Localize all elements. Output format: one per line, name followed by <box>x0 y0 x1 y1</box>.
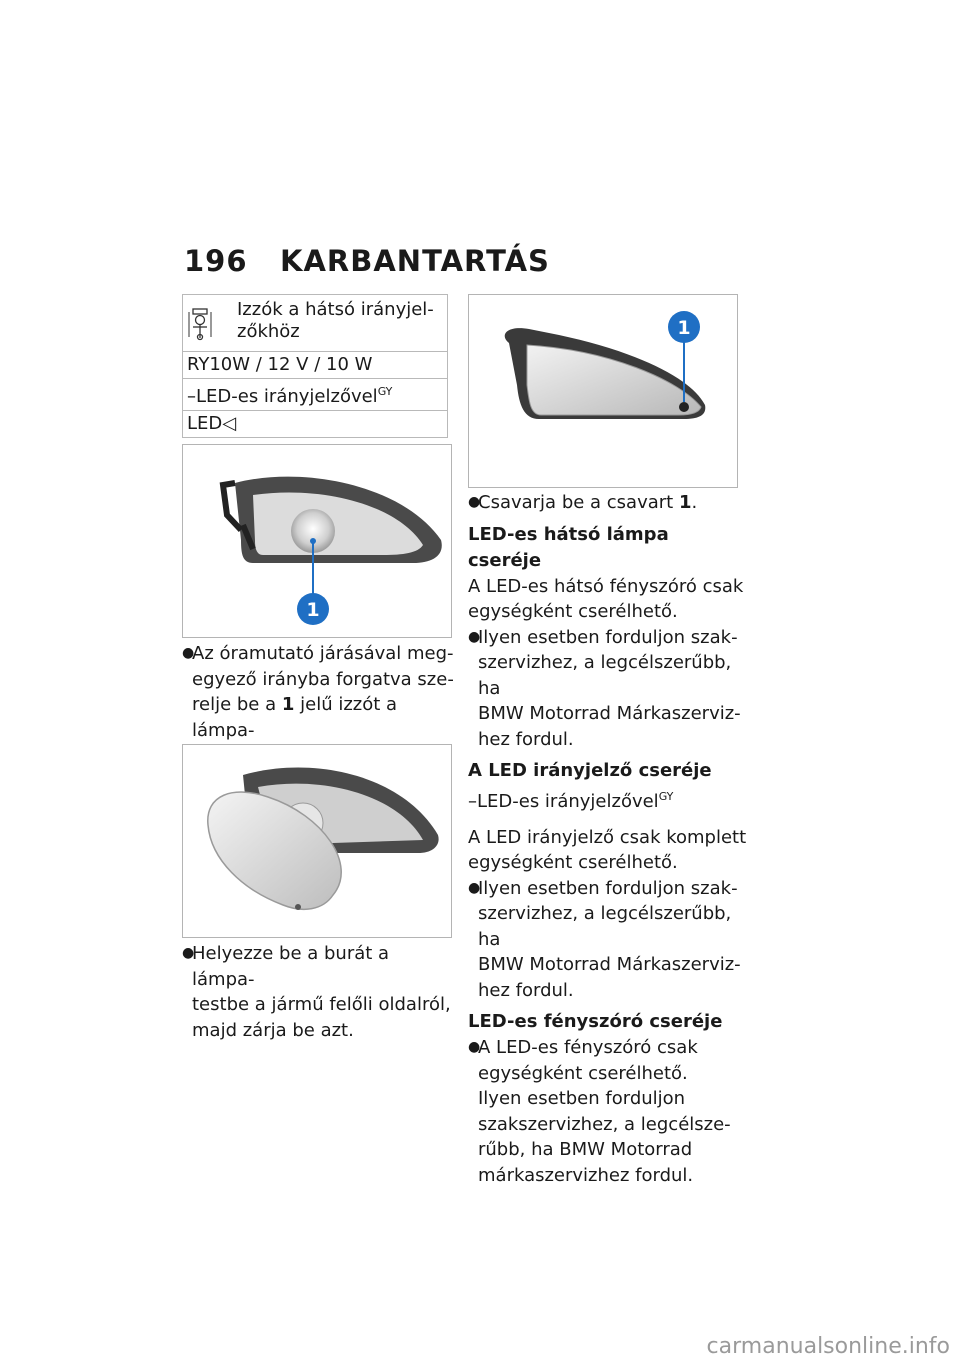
bullet-icon: ● <box>468 494 481 510</box>
spec-title: Izzók a hátsó irányjel- zőkhöz <box>237 299 434 342</box>
photo-lens-fit <box>182 744 452 938</box>
right-text-column <box>468 490 748 1188</box>
bullet-icon: ● <box>468 628 481 645</box>
watermark: carmanualsonline.info <box>706 1334 950 1359</box>
bullet-icon: ● <box>182 945 195 961</box>
paragraph: A LED irányjelző csak komplett egységként cserélhető. <box>468 826 747 873</box>
callout-1-left: 1 <box>306 599 320 621</box>
list-item: ● A LED-es fényszóró csak egységként cserélhető. Ilyen esetben forduljon szakszervizhez, a legcélsze- rűbb, ha BMW Motorrad márkaszervizhez fordul. <box>468 1035 748 1188</box>
page-header <box>184 244 550 278</box>
spec-row-led: LED◁ <box>183 411 448 438</box>
list-item: ● Ilyen esetben forduljon szak- szervizhez, a legcélszerűbb, ha BMW Motorrad Márkaszerviz- hez fordul. <box>468 876 748 1004</box>
page-number: 196 <box>184 244 248 278</box>
bullet-icon: ● <box>182 645 195 661</box>
list-item: ● Az óramutató járásával meg- egyező irányba forgatva sze- relje be a 1 jelű izzót a lámpa- <box>182 641 457 769</box>
photo-screw <box>468 294 738 488</box>
bulb-spec-table <box>182 294 448 438</box>
heading-led-rear-light: LED-es hátsó lámpa cseréje <box>468 523 669 571</box>
bulb-icon <box>187 299 237 347</box>
callout-1-right: 1 <box>677 317 691 339</box>
bullet-icon: ● <box>468 1039 481 1055</box>
list-item: ● Csavarja be a csavart 1. <box>468 490 748 516</box>
heading-led-turn-signal: A LED irányjelző cseréje <box>468 760 712 781</box>
heading-led-headlight: LED-es fényszóró cseréje <box>468 1011 723 1032</box>
note-led-turn: –LED-es irányjelzővel$^{GY}$ <box>468 790 674 812</box>
spec-row-led-turn: –LED-es irányjelzővel$^{GY}$ <box>183 379 448 411</box>
bullet-icon: ● <box>468 879 481 896</box>
spec-title-cell <box>183 295 448 352</box>
spec-value: RY10W / 12 V / 10 W <box>183 352 448 379</box>
list-item: ● Helyezze be a burát a lámpa- testbe a jármű felőli oldalról, majd zárja be azt. <box>182 941 457 1043</box>
paragraph: A LED-es hátsó fényszóró csak egységként cserélhető. <box>468 575 744 622</box>
page-title: KARBANTARTÁS <box>280 244 550 278</box>
list-item: ● Ilyen esetben forduljon szak- szervizhez, a legcélszerűbb, ha BMW Motorrad Márkaszerviz- hez fordul. <box>468 625 748 753</box>
step-fit-lens <box>182 941 457 1043</box>
photo-bulb-insert <box>182 444 452 638</box>
